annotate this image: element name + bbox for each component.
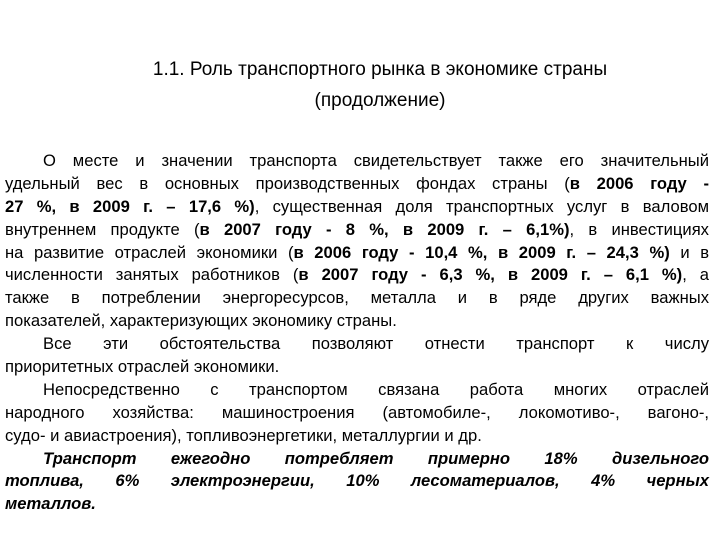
text-run: внутреннем продукте (	[5, 219, 200, 239]
bold-run: 27 %, в 2009 г. – 17,6 %)	[5, 196, 255, 216]
text-run: и в	[669, 242, 710, 262]
body-text	[5, 150, 709, 516]
paragraph-4	[5, 448, 709, 517]
text-line: металлов.	[5, 494, 96, 514]
paragraph-2	[5, 333, 709, 379]
text-line: топлива, 6% электроэнергии, 10% лесоматериалов, 4% черных	[5, 471, 709, 491]
title-line-1: 1.1. Роль транспортного рынка в экономике страны	[152, 59, 608, 80]
slide-title	[60, 54, 700, 116]
text-line	[5, 219, 709, 242]
text-line	[5, 287, 709, 310]
text-run: , существенная доля транспортных услуг в валовом	[254, 196, 709, 216]
text-run: удельный вес в основных производственных фондах страны (	[5, 173, 570, 193]
paragraph-3	[5, 379, 709, 448]
text-run: на развитие отраслей экономики (	[5, 242, 294, 262]
text-line: Все эти обстоятельства позволяют отнести транспорт к числу	[43, 334, 709, 354]
text-line	[5, 196, 709, 219]
text-run: также в потреблении энергоресурсов, металла и в ряде других важных	[5, 288, 709, 308]
title-line-2: (продолжение)	[314, 90, 446, 111]
bold-run: в 2006 году -	[569, 173, 709, 193]
text-line	[5, 264, 709, 287]
text-line: приоритетных отраслей экономики.	[5, 357, 280, 377]
bold-run: в 2007 году - 8 %, в 2009 г. – 6,1%)	[199, 219, 570, 239]
text-run: показателей, характеризующих экономику страны.	[5, 311, 397, 331]
text-line: Непосредственно с транспортом связана работа многих отраслей	[43, 379, 709, 399]
text-line	[5, 242, 709, 265]
text-line: народного хозяйства: машиностроения (автомобиле-, локомотиво-, вагоно-,	[5, 402, 709, 422]
bold-run: в 2007 году - 6,3 %, в 2009 г. – 6,1 %)	[298, 265, 683, 285]
text-line: Транспорт ежегодно потребляет примерно 18% дизельного	[43, 448, 709, 468]
text-line: судо- и авиастроения), топливоэнергетики, металлургии и др.	[5, 425, 482, 445]
text-run: О месте и значении транспорта свидетельствует также его значительный	[43, 151, 709, 170]
text-run: , в инвестициях	[569, 219, 709, 239]
text-line	[5, 173, 709, 196]
bold-run: в 2006 году - 10,4 %, в 2009 г. – 24,3 %)	[293, 242, 670, 262]
paragraph-1	[5, 150, 709, 333]
text-run: , а	[682, 265, 709, 285]
text-line	[5, 310, 709, 333]
text-line	[5, 150, 709, 173]
text-run: численности занятых работников (	[5, 265, 299, 285]
